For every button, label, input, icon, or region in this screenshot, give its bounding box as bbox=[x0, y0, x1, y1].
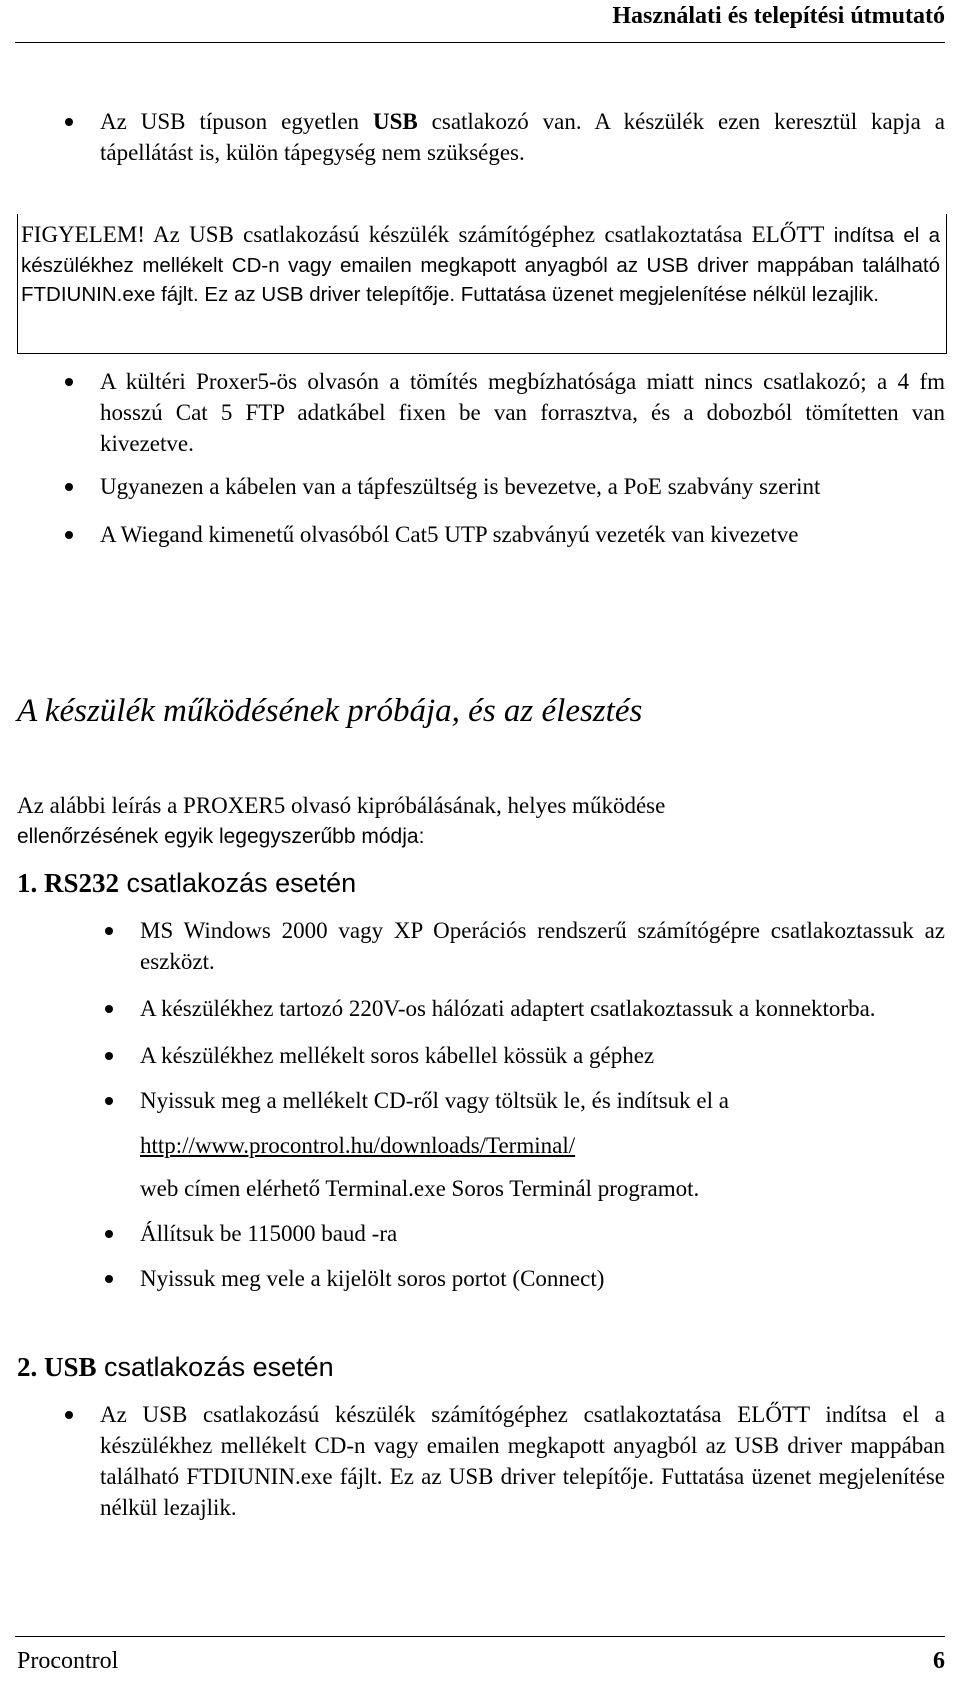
rs232-number: 1. bbox=[17, 868, 38, 898]
cable-item-text: A Wiegand kimenetű olvasóból Cat5 UTP szabványú vezeték van kivezetve bbox=[100, 522, 799, 547]
list-item bbox=[140, 1263, 945, 1294]
section-heading: A készülék működésének próbája, és az élesztés bbox=[17, 693, 643, 729]
list-item bbox=[100, 471, 945, 502]
cable-item-text: A kültéri Proxer5-ös olvasón a tömítés megbízhatósága miatt nincs csatlakozó; a 4 fm hosszú Cat 5 FTP adatkábel fixen be van forrasztva, és a dobozból tömítetten van kivezetve. bbox=[100, 369, 945, 456]
rs232-rest: csatlakozás esetén bbox=[119, 868, 357, 898]
rs232-item-text: A készülékhez mellékelt soros kábellel kössük a géphez bbox=[140, 1043, 655, 1068]
usb-type-text-1: Az USB típuson egyetlen bbox=[100, 109, 373, 134]
intro-paragraph bbox=[17, 790, 945, 852]
list-item bbox=[140, 1085, 945, 1204]
usb-number: 2. bbox=[17, 1352, 38, 1382]
notice-body: indítsa el a készülékhez mellékelt CD-n vagy emailen megkapott anyagból az USB driver mappában található FTDIUNIN.exe fájlt. Ez az USB driver telepítője. Futtatása üzenet megjelenítése nélkül lezajlik. bbox=[21, 224, 941, 306]
rs232-item-text: Állítsuk be 115000 baud -ra bbox=[140, 1221, 398, 1246]
page-header-title: Használati és telepítési útmutató bbox=[612, 3, 945, 29]
usb-bold: USB bbox=[44, 1352, 97, 1382]
list-item bbox=[140, 1218, 945, 1249]
usb-rest: csatlakozás esetén bbox=[96, 1352, 334, 1382]
rs232-item-text: Nyissuk meg vele a kijelölt soros portot (Connect) bbox=[140, 1266, 605, 1291]
notice-label: FIGYELEM! bbox=[21, 222, 145, 247]
usb-type-bold: USB bbox=[372, 109, 418, 134]
bullet-icon bbox=[105, 1275, 113, 1283]
intro-line2: ellenőrzésének egyik legegyszerűbb módja: bbox=[17, 825, 425, 848]
usb-type-text-2: csatlakozó van. A készülék ezen keresztül kapja a tápellátást is, külön tápegység nem szükséges. bbox=[100, 109, 946, 165]
list-item bbox=[140, 915, 945, 977]
bullet-icon bbox=[105, 1005, 113, 1013]
rs232-heading bbox=[17, 868, 356, 899]
bullet-icon bbox=[65, 531, 73, 539]
rs232-item-text: A készülékhez tartozó 220V-os hálózati adaptert csatlakoztassuk a konnektorba. bbox=[140, 996, 876, 1021]
cable-list bbox=[100, 366, 945, 550]
link-note: web címen elérhető Terminal.exe Soros Terminál programot. bbox=[140, 1176, 700, 1201]
footer-company: Procontrol bbox=[17, 1648, 119, 1674]
bullet-icon bbox=[65, 118, 73, 126]
usb-item-text: Az USB csatlakozású készülék számítógéphez csatlakoztatása ELŐTT indítsa el a készülékhez mellékelt CD-n vagy emailen megkapott anyagból az USB driver mappában található FTDIUNIN.exe fájlt. Ez az USB driver telepítője. Futtatása üzenet megjelenítése nélkül lezajlik. bbox=[100, 1402, 945, 1520]
list-item bbox=[140, 993, 945, 1024]
list-item bbox=[100, 106, 945, 168]
notice-box bbox=[17, 214, 947, 354]
footer-rule bbox=[15, 1636, 945, 1637]
list-item bbox=[100, 366, 945, 459]
bullet-icon bbox=[105, 1097, 113, 1105]
bullet-icon bbox=[105, 927, 113, 935]
usb-type-list bbox=[100, 106, 945, 168]
bullet-icon bbox=[105, 1230, 113, 1238]
list-item bbox=[100, 1399, 945, 1523]
list-item bbox=[100, 519, 945, 550]
intro-line1: Az alábbi leírás a PROXER5 olvasó kipróbálásának, helyes működése bbox=[17, 793, 666, 818]
rs232-item-text: Nyissuk meg a mellékelt CD-ről vagy töltsük le, és indítsuk el a bbox=[140, 1088, 729, 1113]
list-item bbox=[140, 1040, 945, 1071]
rs232-bold: RS232 bbox=[44, 868, 120, 898]
usb-heading bbox=[17, 1352, 334, 1383]
bullet-icon bbox=[65, 378, 73, 386]
rs232-item-text: MS Windows 2000 vagy XP Operációs rendszerű számítógépre csatlakoztassuk az eszközt. bbox=[140, 918, 945, 974]
bullet-icon bbox=[65, 1411, 73, 1419]
header-rule bbox=[15, 42, 945, 43]
bullet-icon bbox=[65, 483, 73, 491]
rs232-list bbox=[140, 915, 945, 1310]
cable-item-text: Ugyanezen a kábelen van a tápfeszültség is bevezetve, a PoE szabvány szerint bbox=[100, 474, 821, 499]
page-number: 6 bbox=[933, 1648, 945, 1674]
terminal-download-link[interactable]: http://www.procontrol.hu/downloads/Terminal/ bbox=[140, 1133, 576, 1158]
bullet-icon bbox=[105, 1052, 113, 1060]
usb-list bbox=[100, 1399, 945, 1523]
notice-line1: Az USB csatlakozású készülék számítógéphez csatlakoztatása ELŐTT bbox=[144, 222, 825, 247]
